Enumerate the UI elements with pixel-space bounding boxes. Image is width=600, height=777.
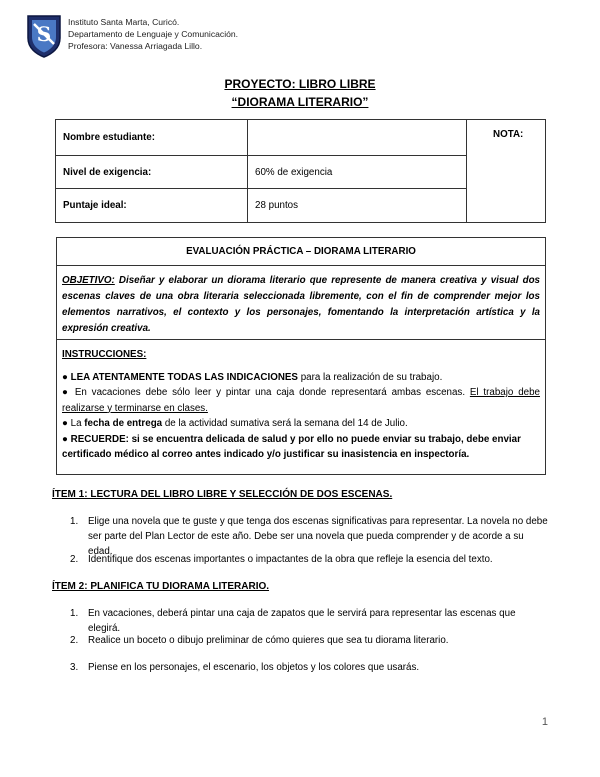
level-label: Nivel de exigencia:: [56, 156, 248, 189]
list-text: Identifique dos escenas importantes o impactantes de la obra que refleje la esencia del texto.: [88, 554, 493, 565]
instruction-emphasis: ● LEA ATENTAMENTE TODAS LAS INDICACIONES: [62, 371, 298, 383]
department-name: Departamento de Lenguaje y Comunicación.: [68, 29, 239, 39]
institution-name: Instituto Santa Marta, Curicó.: [68, 17, 180, 27]
instruction-item: [62, 385, 540, 416]
evaluation-heading: EVALUACIÓN PRÁCTICA – DIORAMA LITERARIO: [57, 238, 545, 266]
list-text: Realice un boceto o dibujo preliminar de cómo quieres que sea tu diorama literario.: [88, 635, 449, 646]
list-text: Piense en los personajes, el escenario, los objetos y los colores que usarás.: [88, 662, 420, 673]
school-logo: [26, 14, 62, 58]
instruction-text: ● La: [62, 418, 85, 429]
instruction-item: [62, 370, 540, 386]
list-item: [70, 660, 548, 675]
instruction-text: de la actividad sumativa será la semana del 14 de Julio.: [162, 418, 408, 429]
instruction-item: ● RECUERDE: si se encuentra delicada de salud y por ello no puede enviar su trabajo, debe enviar certificado médico al correo antes indicado y/o justificar su inasistencia en inspectoría.: [62, 433, 521, 460]
instruction-text: ● En vacaciones debe sólo leer y pintar una caja donde representará ambas escenas.: [62, 387, 470, 398]
instruction-text: para la realización de su trabajo.: [297, 371, 443, 383]
item1-title: ÍTEM 1: LECTURA DEL LIBRO LIBRE Y SELECCIÓN DE DOS ESCENAS.: [52, 489, 393, 500]
instruction-underlined: El trabajo debe realizarse y terminarse en clases.: [62, 387, 540, 414]
objective-section: [57, 266, 545, 340]
list-number: 1.: [70, 516, 79, 527]
student-info-table: [55, 119, 546, 223]
institution-header: [68, 16, 238, 52]
list-number: 2.: [70, 554, 79, 565]
grade-label: NOTA:: [467, 120, 546, 223]
page-subtitle: “DIORAMA LITERARIO”: [231, 95, 369, 109]
student-name-label: Nombre estudiante:: [56, 120, 248, 156]
shield-icon: [26, 14, 62, 58]
objective-label: OBJETIVO:: [62, 275, 115, 286]
evaluation-box: [56, 237, 546, 475]
list-number: 2.: [70, 635, 79, 646]
list-item: [70, 606, 548, 636]
objective-text: Diseñar y elaborar un diorama literario que represente de manera creativa y visual dos escenas claves de una obra literaria seleccionada libremente, con el fin de comprender mejor los elementos narrativos, el contexto y los personajes, fomentando la interpretación artística y la expresión creativa.: [62, 275, 540, 334]
list-number: 3.: [70, 662, 79, 673]
logo-letter: S: [36, 22, 52, 46]
score-label: Puntaje ideal:: [56, 189, 248, 223]
student-name-field[interactable]: [248, 120, 467, 156]
level-value: 60% de exigencia: [248, 156, 467, 189]
list-item: [70, 633, 548, 648]
list-text: En vacaciones, deberá pintar una caja de zapatos que le servirá para representar las escenas que elegirá.: [88, 608, 516, 634]
list-number: 1.: [70, 608, 79, 619]
score-value: 28 puntos: [248, 189, 467, 223]
page-number: 1: [541, 716, 548, 728]
instructions-section: [57, 340, 545, 463]
page-title: PROYECTO: LIBRO LIBRE: [224, 77, 376, 91]
instructions-label: INSTRUCCIONES:: [62, 349, 147, 360]
list-item: [70, 552, 548, 567]
instruction-item: [62, 416, 540, 432]
teacher-name: Profesora: Vanessa Arriagada Lillo.: [68, 41, 203, 51]
instruction-emphasis: fecha de entrega: [84, 418, 163, 429]
list-text: Elige una novela que te guste y que tenga dos escenas significativas para representar. La novela no debe ser parte del Plan Lector de este año. Debe ser una novela que pueda comprender y de acorde a su edad.: [88, 516, 548, 557]
item2-title: ÍTEM 2: PLANIFICA TU DIORAMA LITERARIO.: [52, 581, 270, 592]
